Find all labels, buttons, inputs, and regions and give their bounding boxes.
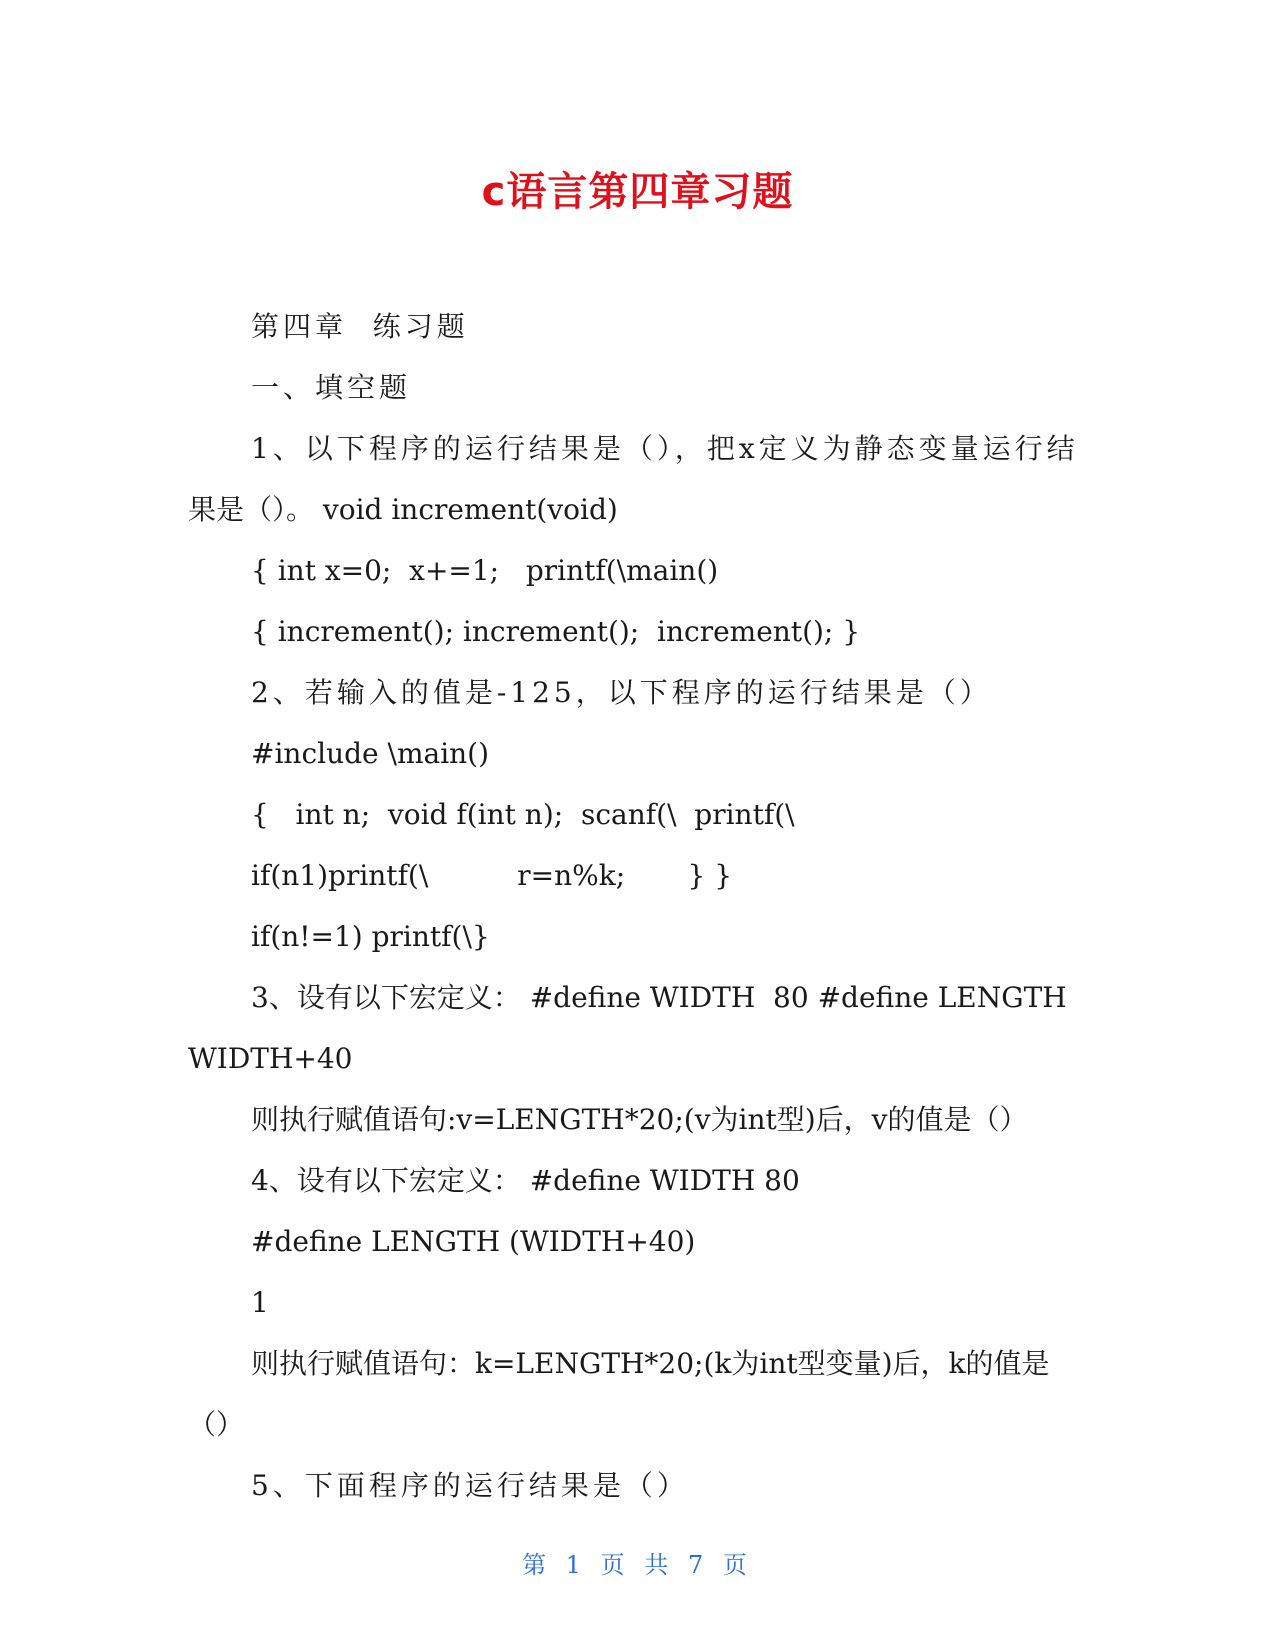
body-line: 一、填空题 xyxy=(251,371,412,404)
body-line: 第四章 练习题 xyxy=(251,310,469,343)
body-line: 则执行赋值语句:v=LENGTH*20;(v为int型)后，v的值是（） xyxy=(251,1103,1028,1136)
document-body xyxy=(188,296,1088,1516)
body-line: 3、设有以下宏定义： #define WIDTH 80 #define LENGTH xyxy=(251,981,1067,1014)
body-line: WIDTH+40 xyxy=(188,1042,353,1075)
body-line: 则执行赋值语句：k=LENGTH*20;(k为int型变量)后，k的值是 xyxy=(251,1347,1050,1380)
body-line: （） xyxy=(188,1408,245,1441)
page-footer: 第 1 页 共 7 页 xyxy=(522,1551,753,1579)
body-line: if(n1)printf(\ r=n%k; } } xyxy=(251,859,733,892)
body-line: if(n!=1) printf(\} xyxy=(251,920,490,953)
body-line: { int x=0; x+=1; printf(\main() xyxy=(251,554,719,587)
body-line: 2、若输入的值是-125，以下程序的运行结果是（） xyxy=(251,676,992,709)
body-line: 4、设有以下宏定义： #define WIDTH 80 xyxy=(251,1164,800,1197)
body-line: 5、下面程序的运行结果是（） xyxy=(251,1469,689,1502)
body-line: 1、以下程序的运行结果是（），把x定义为静态变量运行结 xyxy=(251,432,1079,465)
body-line: { increment(); increment(); increment(); } xyxy=(251,615,861,648)
body-line: 果是（）。 void increment(void) xyxy=(188,493,618,526)
body-line: 1 xyxy=(251,1286,269,1319)
body-line: #include \main() xyxy=(251,737,490,770)
document-title: c语言第四章习题 xyxy=(481,169,794,215)
body-line: #define LENGTH (WIDTH+40) xyxy=(251,1225,696,1258)
body-line: { int n; void f(int n); scanf(\ printf(\ xyxy=(251,798,795,831)
